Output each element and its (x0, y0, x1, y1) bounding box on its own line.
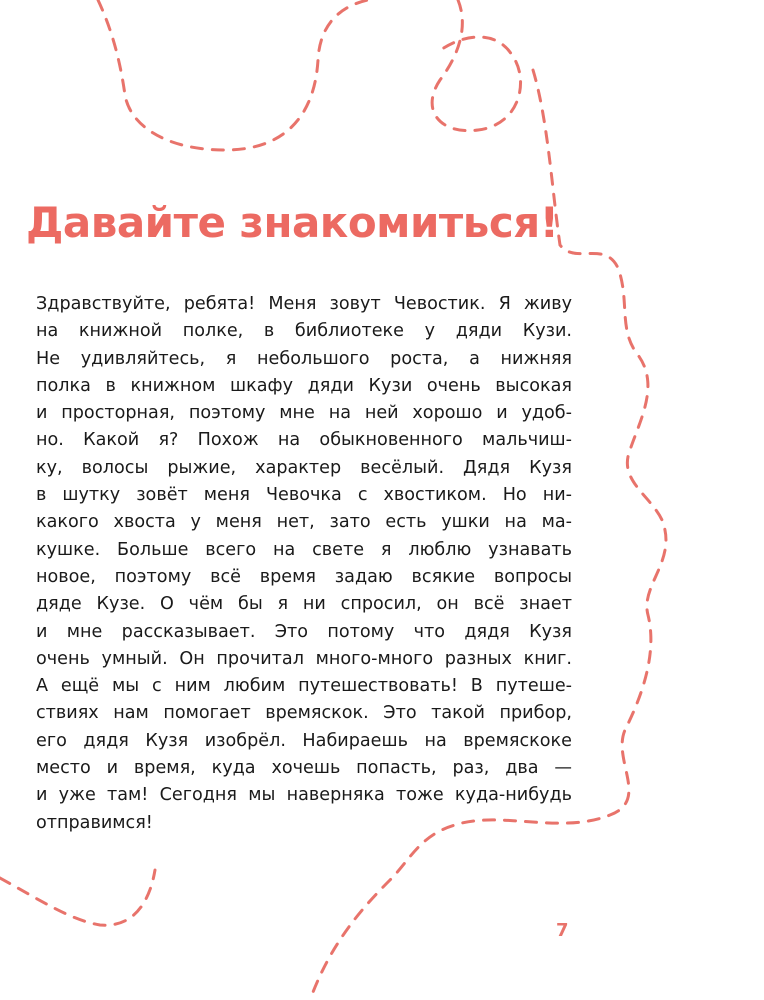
text-line: полка в книжном шкафу дяди Кузи очень высокая (36, 375, 572, 396)
text-line: ку, волосы рыжие, характер весёлый. Дядя Кузя (36, 457, 572, 478)
body-paragraph (36, 291, 572, 837)
text-line: А ещё мы с ним любим путешествовать! В путеше- (36, 676, 572, 697)
text-line: Не удивляйтесь, я небольшого роста, а нижняя (36, 348, 572, 369)
text-line: место и время, куда хочешь попасть, раз, два — (36, 758, 572, 779)
page-number: 7 (556, 920, 569, 941)
text-line: в шутку зовёт меня Чевочка с хвостиком. Но ни- (36, 485, 572, 506)
text-line: ствиях нам помогает времяскок. Это такой прибор, (36, 703, 572, 724)
page-title: Давайте знакомиться! (26, 198, 559, 247)
text-line: и мне рассказывает. Это потому что дядя Кузя (36, 621, 572, 642)
text-line: кушке. Больше всего на свете я люблю узнавать (36, 539, 572, 560)
text-line: какого хвоста у меня нет, зато есть ушки на ма- (36, 512, 572, 533)
text-line: отправимся! (36, 812, 153, 833)
text-line: его дядя Кузя изобрёл. Набираешь на времяскоке (36, 730, 572, 751)
text-line: и просторная, поэтому мне на ней хорошо и удоб- (36, 403, 572, 424)
text-line: дяде Кузе. О чём бы я ни спросил, он всё знает (36, 594, 572, 615)
top-right-dashed-loop (432, 0, 520, 131)
text-line: очень умный. Он прочитал много-много разных книг. (36, 648, 572, 669)
text-line: на книжной полке, в библиотеке у дяди Кузи. (36, 321, 572, 342)
text-line: Здравствуйте, ребята! Меня зовут Чевостик. Я живу (36, 294, 572, 314)
text-line: но. Какой я? Похож на обыкновенного мальчиш- (36, 430, 572, 451)
top-dashed-wave (98, 0, 368, 150)
bottom-left-dashed-curve (0, 870, 155, 925)
text-line: и уже там! Сегодня мы наверняка тоже куда-нибудь (36, 785, 572, 806)
text-line: новое, поэтому всё время задаю всякие вопросы (36, 566, 572, 587)
